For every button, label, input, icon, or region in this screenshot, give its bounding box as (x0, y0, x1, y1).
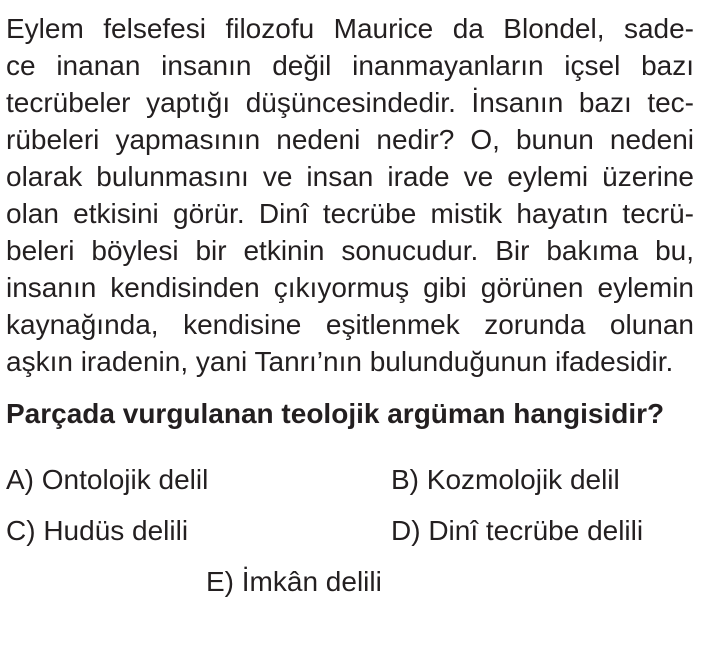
passage-line: kaynağında, kendisine eşitlenmek zorunda olunan (6, 309, 694, 340)
passage-line: beleri böylesi bir etkinin sonucudur. Bir bakıma bu, (6, 235, 694, 266)
passage-line: tecrübeler yaptığı düşüncesindedir. İnsanın bazı tec- (6, 87, 694, 118)
passage-line: ce inanan insanın değil inanmayanların içsel bazı (6, 50, 694, 81)
passage-line: olarak bulunmasını ve insan irade ve eylemi üzerine (6, 161, 694, 192)
passage-line: aşkın iradenin, yani Tanrı’nın bulunduğunun ifadesidir. (6, 346, 674, 377)
passage (6, 10, 694, 380)
question-stem: Parçada vurgulanan teolojik argüman hangisidir? (6, 398, 665, 429)
passage-line: rübeleri yapmasının nedeni nedir? O, bunun nedeni (6, 124, 694, 155)
option-e[interactable]: E) İmkân delili (206, 566, 382, 597)
option-a[interactable]: A) Ontolojik delil (6, 464, 209, 495)
option-d[interactable]: D) Dinî tecrübe delili (391, 515, 644, 546)
passage-line: olan etkisini görür. Dinî tecrübe mistik hayatın tecrü- (6, 198, 694, 229)
option-c[interactable]: C) Hudüs delili (6, 515, 189, 546)
passage-line: Eylem felsefesi filozofu Maurice da Blondel, sade- (6, 13, 694, 44)
option-b[interactable]: B) Kozmolojik delil (391, 464, 620, 495)
passage-line: insanın kendisinden çıkıyormuş gibi görünen eylemin (6, 272, 694, 303)
